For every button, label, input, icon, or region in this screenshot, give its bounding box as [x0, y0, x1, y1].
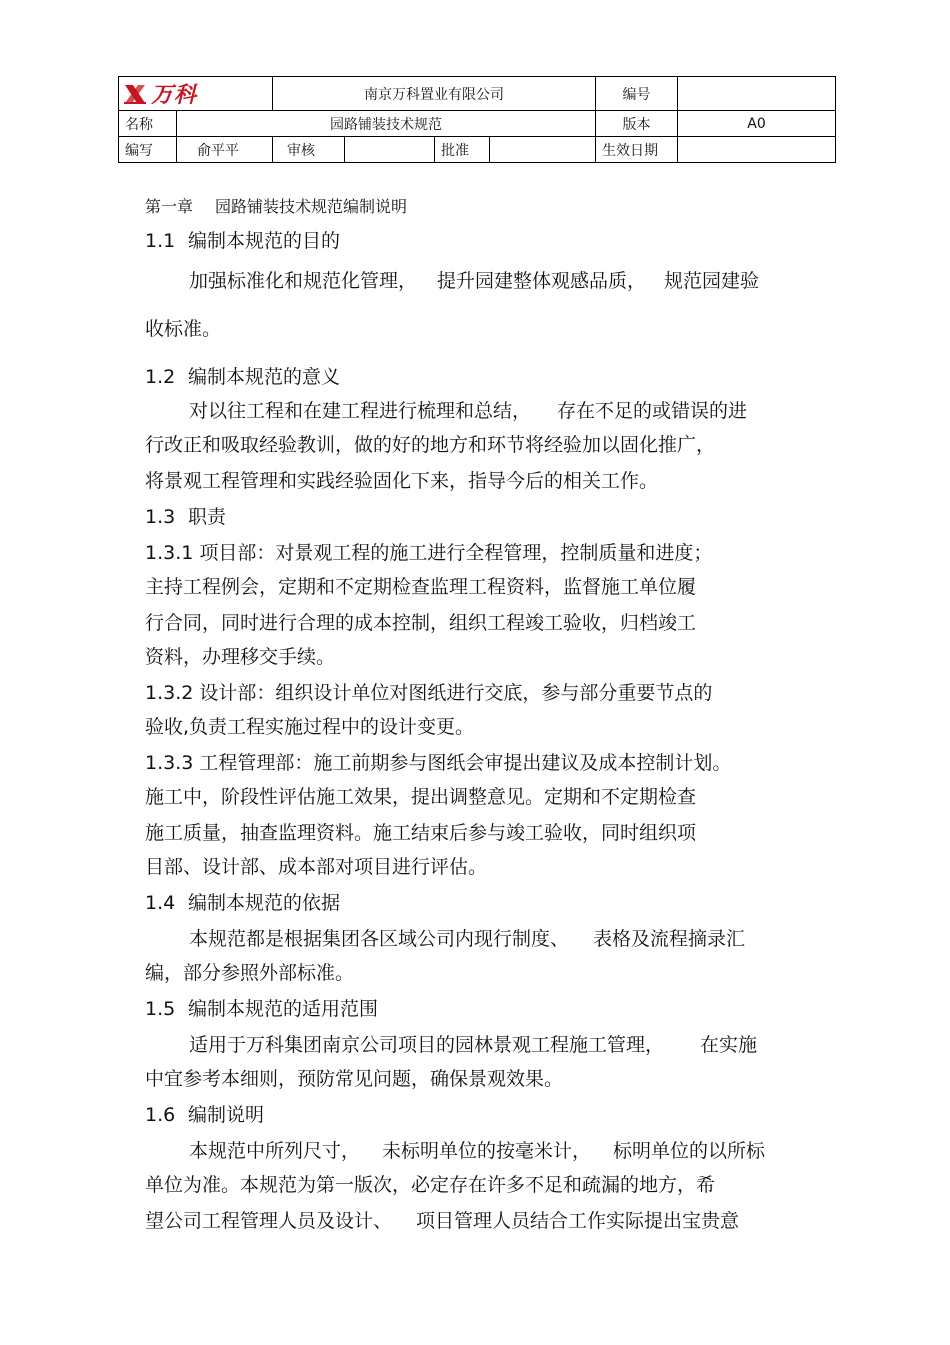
section-1-3-3-line: 施工质量，抽查监理资料。施工结束后参与竣工验收，同时组织项 — [145, 822, 697, 844]
section-1-3-1-line: 1.3.1 项目部：对景观工程的施工进行全程管理，控制质量和进度； — [145, 542, 713, 564]
chapter-heading — [145, 194, 407, 217]
section-1-3-1-line: 主持工程例会，定期和不定期检查监理工程资料，监督施工单位履 — [145, 576, 697, 598]
review-value — [345, 137, 435, 163]
section-1-1-paragraph-line: 加强标准化和规范化管理， 提升园建整体观感品质， 规范园建验 — [189, 270, 760, 292]
document-header-table — [118, 76, 836, 163]
section-1-3-1-line: 行合同，同时进行合理的成本控制，组织工程竣工验收，归档竣工 — [145, 612, 697, 634]
section-1-6-paragraph-line: 望公司工程管理人员及设计、 项目管理人员结合工作实际提出宝贵意 — [145, 1210, 740, 1232]
section-1-3-3-line: 1.3.3 工程管理部：施工前期参与图纸会审提出建议及成本控制计划。 — [145, 752, 732, 774]
name-label: 名称 — [119, 111, 177, 137]
chapter-title: 园路铺装技术规范编制说明 — [215, 197, 408, 216]
section-1-1-paragraph-line: 收标准。 — [145, 318, 222, 340]
approve-label: 批准 — [435, 137, 490, 163]
section-1-2-paragraph-line: 对以往工程和在建工程进行梳理和总结， 存在不足的或错误的进 — [189, 400, 748, 422]
section-1-6-paragraph-line: 单位为准。本规范为第一版次，必定存在许多不足和疏漏的地方，希 — [145, 1174, 716, 1196]
version-label: 版本 — [596, 111, 678, 137]
effective-date-value — [678, 137, 836, 163]
writer-label: 编写 — [119, 137, 177, 163]
writer-value: 俞平平 — [177, 137, 273, 163]
number-label: 编号 — [596, 77, 678, 111]
company-name: 南京万科置业有限公司 — [273, 77, 596, 111]
section-1-3-3-line: 施工中，阶段性评估施工效果，提出调整意见。定期和不定期检查 — [145, 786, 697, 808]
vanke-logo-icon — [123, 83, 147, 105]
section-1-6-paragraph-line: 本规范中所列尺寸， 未标明单位的按毫米计， 标明单位的以所标 — [189, 1140, 766, 1162]
section-1-4-paragraph-line: 本规范都是根据集团各区域公司内现行制度、 表格及流程摘录汇 — [189, 928, 746, 950]
section-1-5-paragraph-line: 适用于万科集团南京公司项目的园林景观工程施工管理， 在实施 — [189, 1034, 758, 1056]
section-1-3-2-line: 验收,负责工程实施过程中的设计变更。 — [145, 716, 475, 738]
section-1-2-heading: 1.2 编制本规范的意义 — [145, 366, 341, 388]
section-1-3-1-line: 资料，办理移交手续。 — [145, 646, 336, 668]
section-1-5-paragraph-line: 中宜参考本细则，预防常见问题，确保景观效果。 — [145, 1068, 564, 1090]
section-1-2-paragraph-line: 行改正和吸取经验教训，做的好的地方和环节将经验加以固化推广， — [145, 434, 716, 456]
section-1-3-heading: 1.3 职责 — [145, 506, 227, 528]
section-1-3-3-line: 目部、设计部、成本部对项目进行评估。 — [145, 856, 488, 878]
approve-value — [490, 137, 596, 163]
section-1-1-heading: 1.1 编制本规范的目的 — [145, 230, 341, 252]
section-1-4-paragraph-line: 编，部分参照外部标准。 — [145, 962, 355, 984]
section-1-5-heading: 1.5 编制本规范的适用范围 — [145, 998, 379, 1020]
section-1-6-heading: 1.6 编制说明 — [145, 1104, 265, 1126]
section-1-2-paragraph-line: 将景观工程管理和实践经验固化下来，指导今后的相关工作。 — [145, 470, 659, 492]
section-1-3-2-line: 1.3.2 设计部：组织设计单位对图纸进行交底，参与部分重要节点的 — [145, 682, 713, 704]
logo-text: 万科 — [151, 83, 198, 108]
version-value: A0 — [678, 111, 836, 137]
vanke-logo — [123, 77, 272, 110]
section-1-4-heading: 1.4 编制本规范的依据 — [145, 892, 341, 914]
number-value — [678, 77, 836, 111]
document-name: 园路铺装技术规范 — [177, 111, 596, 137]
effective-date-label: 生效日期 — [596, 137, 678, 163]
chapter-number: 第一章 — [145, 197, 194, 216]
review-label: 审核 — [273, 137, 345, 163]
